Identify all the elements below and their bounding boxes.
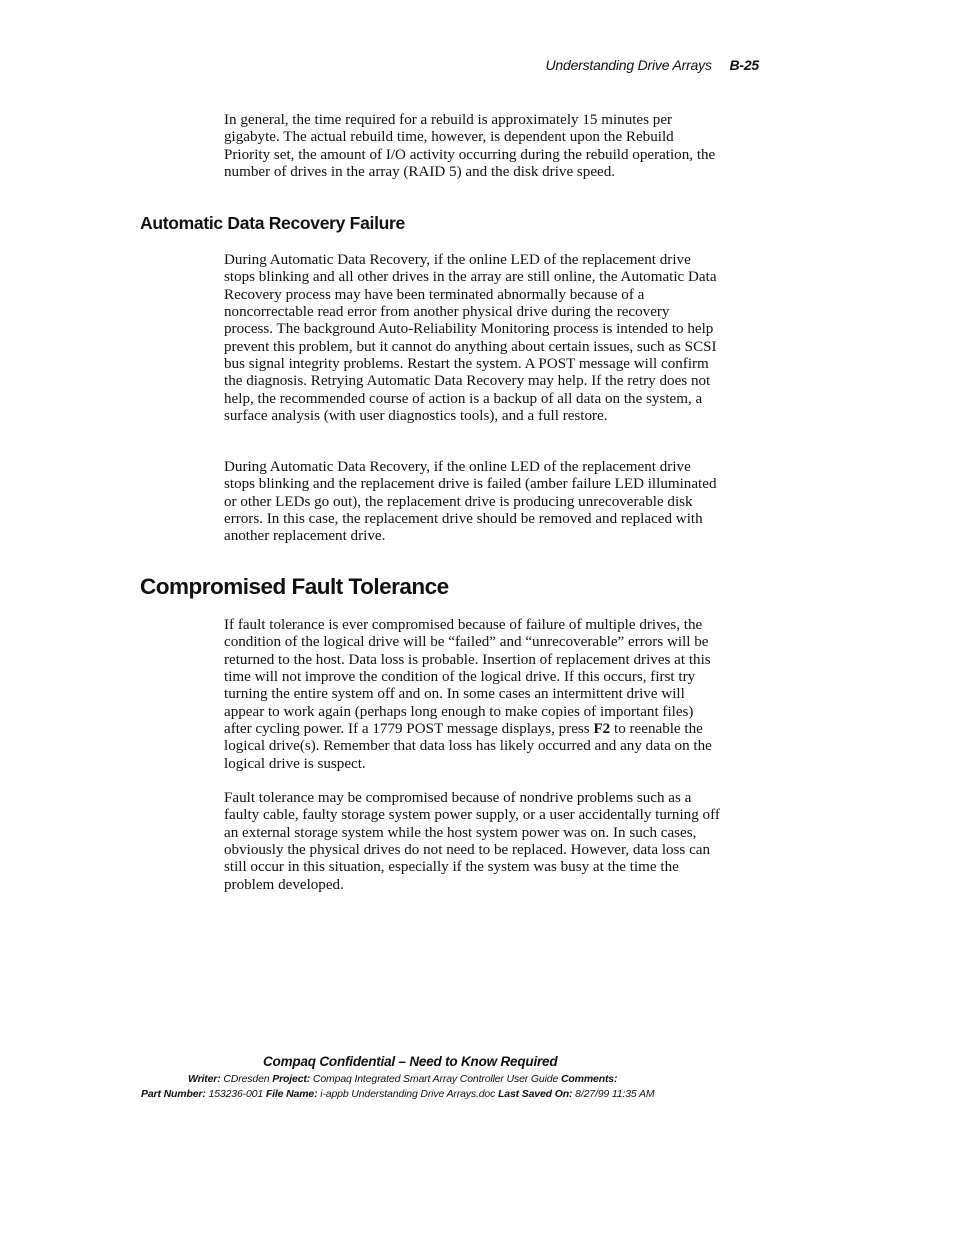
footer-line-2 — [141, 1088, 654, 1100]
cft-paragraph-2: Fault tolerance may be compromised because of nondrive problems such as a faulty cable, faulty storage system power supply, or a user accidentally turning off an external storage system while the host system power was on. In such cases, obviously the physical drives do not need to be replaced. However, data loss can still occur in this situation, especially if the system was busy at the time the problem developed. — [224, 790, 720, 893]
key-f2: F2 — [593, 721, 611, 738]
heading-compromised-fault-tolerance: Compromised Fault Tolerance — [140, 574, 449, 599]
last-saved-label: Last Saved On: — [498, 1088, 573, 1100]
project-value: Compaq Integrated Smart Array Controller User Guide — [312, 1073, 559, 1085]
adr-paragraph-2-block — [224, 459, 720, 546]
comments-label: Comments: — [560, 1073, 618, 1085]
project-label: Project: — [272, 1073, 311, 1085]
file-name-label: File Name: — [265, 1088, 318, 1100]
adr-paragraph-2: During Automatic Data Recovery, if the online LED of the replacement drive stops blinking and the replacement drive is failed (amber failure LED illuminated or other LEDs go out), the replacement drive is producing unrecoverable disk errors. In this case, the replacement drive should be removed and replaced with another replacement drive. — [224, 459, 717, 545]
heading-automatic-data-recovery-failure: Automatic Data Recovery Failure — [140, 213, 405, 233]
page-number: B-25 — [729, 57, 759, 73]
cft-paragraph-1 — [224, 617, 720, 773]
cft-paragraph-1-block — [224, 617, 720, 773]
last-saved-value: 8/27/99 11:35 AM — [575, 1088, 655, 1100]
intro-block — [224, 112, 720, 181]
part-number-label: Part Number: — [141, 1088, 206, 1100]
cft-p1-text-before: If fault tolerance is ever compromised because of failure of multiple drives, the condition of the logical drive will be “failed” and “unrecoverable” errors will be returned to the host. Data loss is probable. Insertion of replacement drives at this time will not improve the condition of the logical drive. If this occurs, first try turning the entire system off and on. In some cases an intermittent drive will appear to work again (perhaps long enough to make copies of important files) after cycling power. If a 1779 POST message displays, press — [224, 617, 711, 738]
part-number-value: 153236-001 — [208, 1088, 264, 1100]
running-head-title: Understanding Drive Arrays — [545, 57, 712, 73]
intro-paragraph: In general, the time required for a rebuild is approximately 15 minutes per gigabyte. The actual rebuild time, however, is dependent upon the Rebuild Priority set, the amount of I/O activity occurring during the rebuild operation, the number of drives in the array (RAID 5) and the disk drive speed. — [224, 112, 716, 181]
file-name-value: i-appb Understanding Drive Arrays.doc — [320, 1088, 496, 1100]
footer-line-1 — [188, 1073, 617, 1085]
cft-paragraph-2-block — [224, 790, 720, 894]
running-head — [546, 57, 760, 73]
adr-paragraph-1-block — [224, 252, 720, 425]
writer-label: Writer: — [188, 1073, 221, 1085]
writer-value: CDresden — [223, 1073, 270, 1085]
footer-confidential: Compaq Confidential – Need to Know Required — [263, 1054, 558, 1069]
cft-p1-text-after: to reenable the logical drive(s). Remember that data loss has likely occurred and any data on the logical drive is suspect. — [224, 721, 712, 772]
adr-paragraph-1: During Automatic Data Recovery, if the online LED of the replacement drive stops blinking and all other drives in the array are still online, the Automatic Data Recovery process may have been terminated abnormally because of a noncorrectable read error from another physical drive during the recovery process. The background Auto-Reliability Monitoring process is intended to help prevent this problem, but it cannot do anything about certain issues, such as SCSI bus signal integrity problems. Restart the system. A POST message will confirm the diagnosis. Retrying Automatic Data Recovery may help. If the retry does not help, the recommended course of action is a backup of all data on the system, a surface analysis (with user diagnostics tools), and a full restore. — [224, 252, 717, 425]
